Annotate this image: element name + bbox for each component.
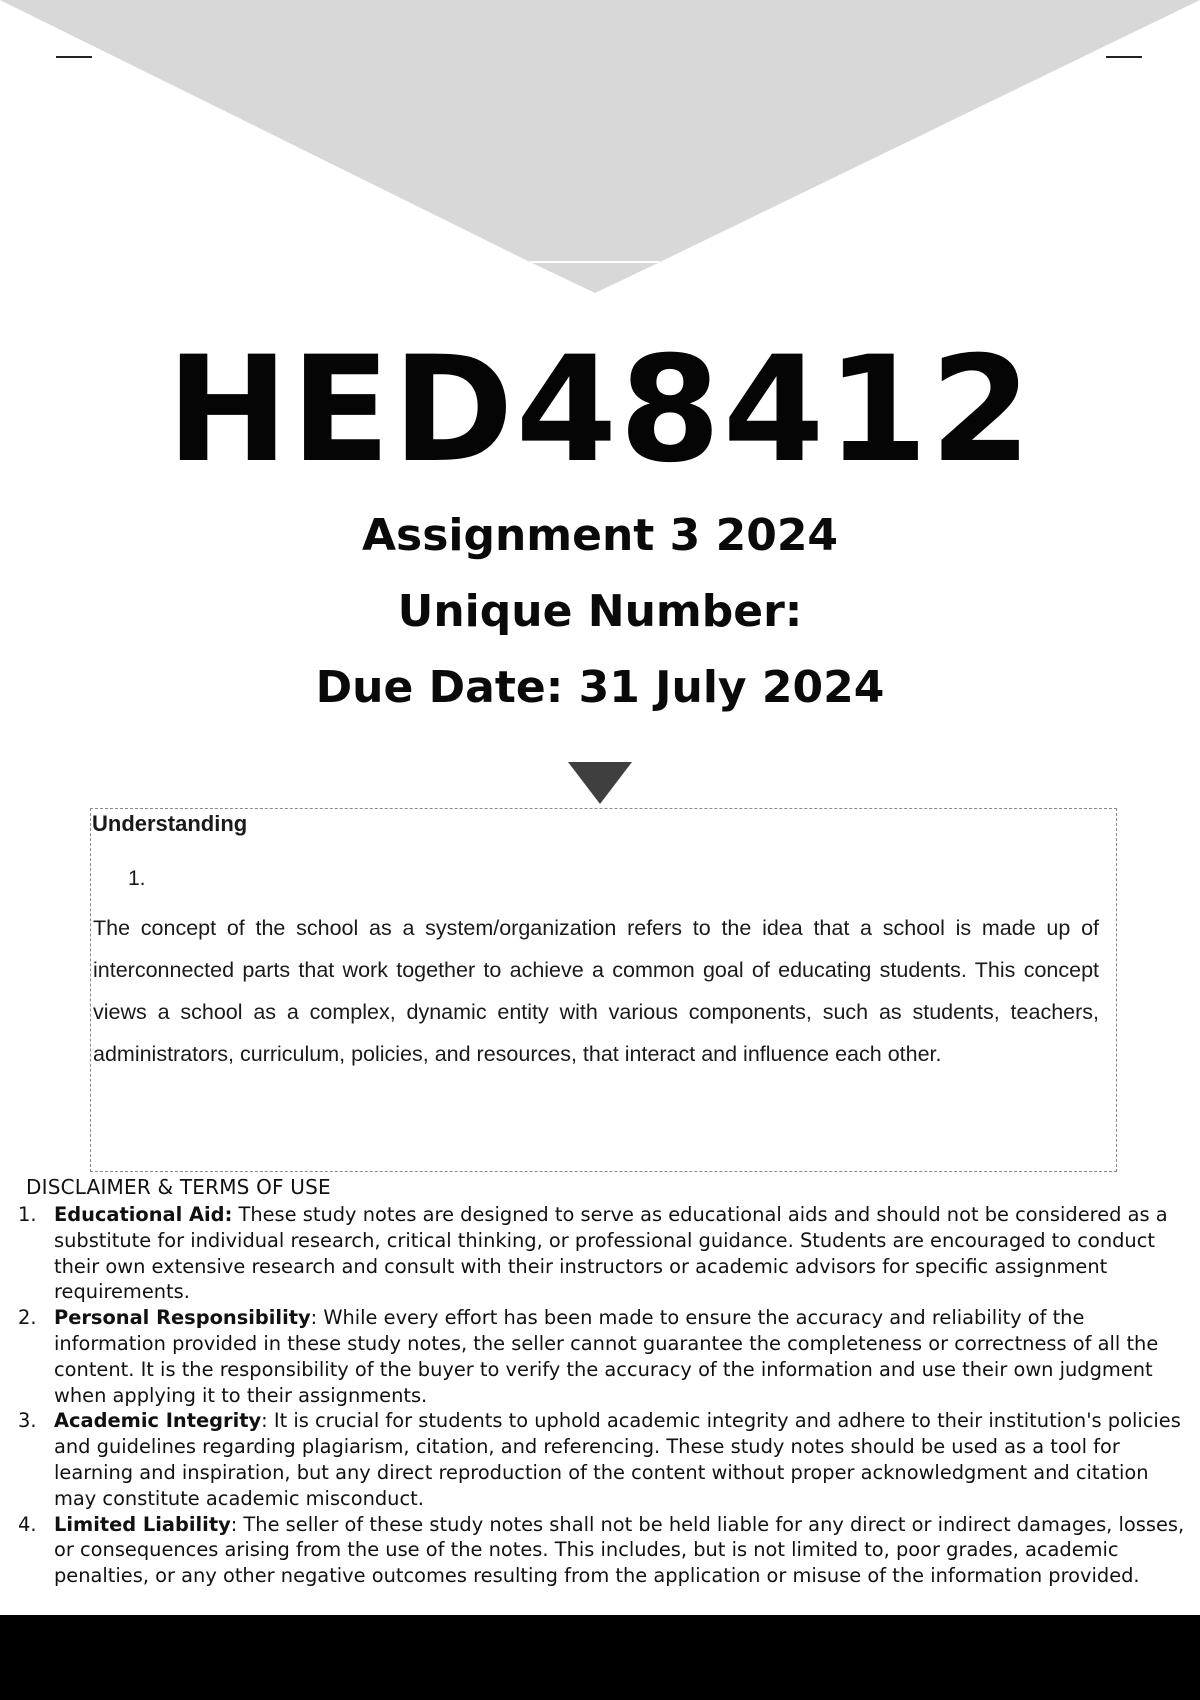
term-number: 3. [18,1409,37,1433]
course-code-title: HED48412 [166,325,1034,495]
term-heading: Academic Integrity [54,1409,262,1433]
list-item [0,1305,1200,1408]
list-item [0,1202,1200,1305]
term-number: 2. [18,1306,37,1330]
answer-paragraph: The concept of the school as a system/organization refers to the idea that a school is made up of interconnected parts that work together to achieve a common goal of educating students. This concept views a school as a complex, dynamic entity with various components, such as students, teachers, administrators, curriculum, policies, and resources, that interact and influence each other. [93,916,1099,1066]
assignment-label: Assignment 3 2024 [361,510,839,561]
bottom-black-bar [0,1615,1200,1700]
terms-list [0,1202,1200,1589]
term-heading: Personal Responsibility [54,1306,311,1330]
banner-chevron-shape [0,0,1200,293]
disclaimer-title: DISCLAIMER & TERMS OF USE [26,1175,331,1199]
unique-number-label: Unique Number: [397,586,803,637]
term-text: These study notes are designed to serve as educational aids and should not be considered as a substitute for individual research, critical thinking, or professional guidance. Students are encouraged to conduct their own extensive research and consult with their instructors or academic advisors for specific assignment requirements. [54,1203,1168,1304]
term-number: 4. [18,1512,37,1536]
list-item [0,1408,1200,1511]
term-text: : While every effort has been made to ensure the accuracy and reliability of the information provided in these study notes, the seller cannot guarantee the completeness or correctness of all the content. It is the responsibility of the buyer to verify the accuracy of the information and use their own judgment when applying it to their assignments. [54,1306,1159,1407]
term-text: : It is crucial for students to uphold academic integrity and adhere to their institution's policies and guidelines regarding plagiarism, citation, and referencing. These study notes should be used as a tool for learning and inspiration, but any direct reproduction of the content without proper acknowledgment and citation may constitute academic misconduct. [54,1409,1181,1510]
term-text: : The seller of these study notes shall not be held liable for any direct or indirect damages, losses, or consequences arising from the use of the notes. This includes, but is not limited to, poor grades, academic penalties, or any other negative outcomes resulting from the application or misuse of the information provided. [54,1512,1185,1588]
corner-rule-right [1106,56,1142,58]
question-number: 1. [128,867,146,890]
due-date-label: Due Date: 31 July 2024 [315,662,885,713]
section-heading: Understanding [92,811,248,836]
answer-frame [90,808,1117,1172]
down-triangle-icon [568,762,632,804]
top-chevron-banner [0,0,1200,300]
term-heading: Limited Liability [54,1512,231,1536]
list-item [0,1512,1200,1589]
term-heading: Educational Aid: [54,1203,233,1226]
corner-rule-left [56,56,92,58]
term-number: 1. [18,1203,37,1226]
